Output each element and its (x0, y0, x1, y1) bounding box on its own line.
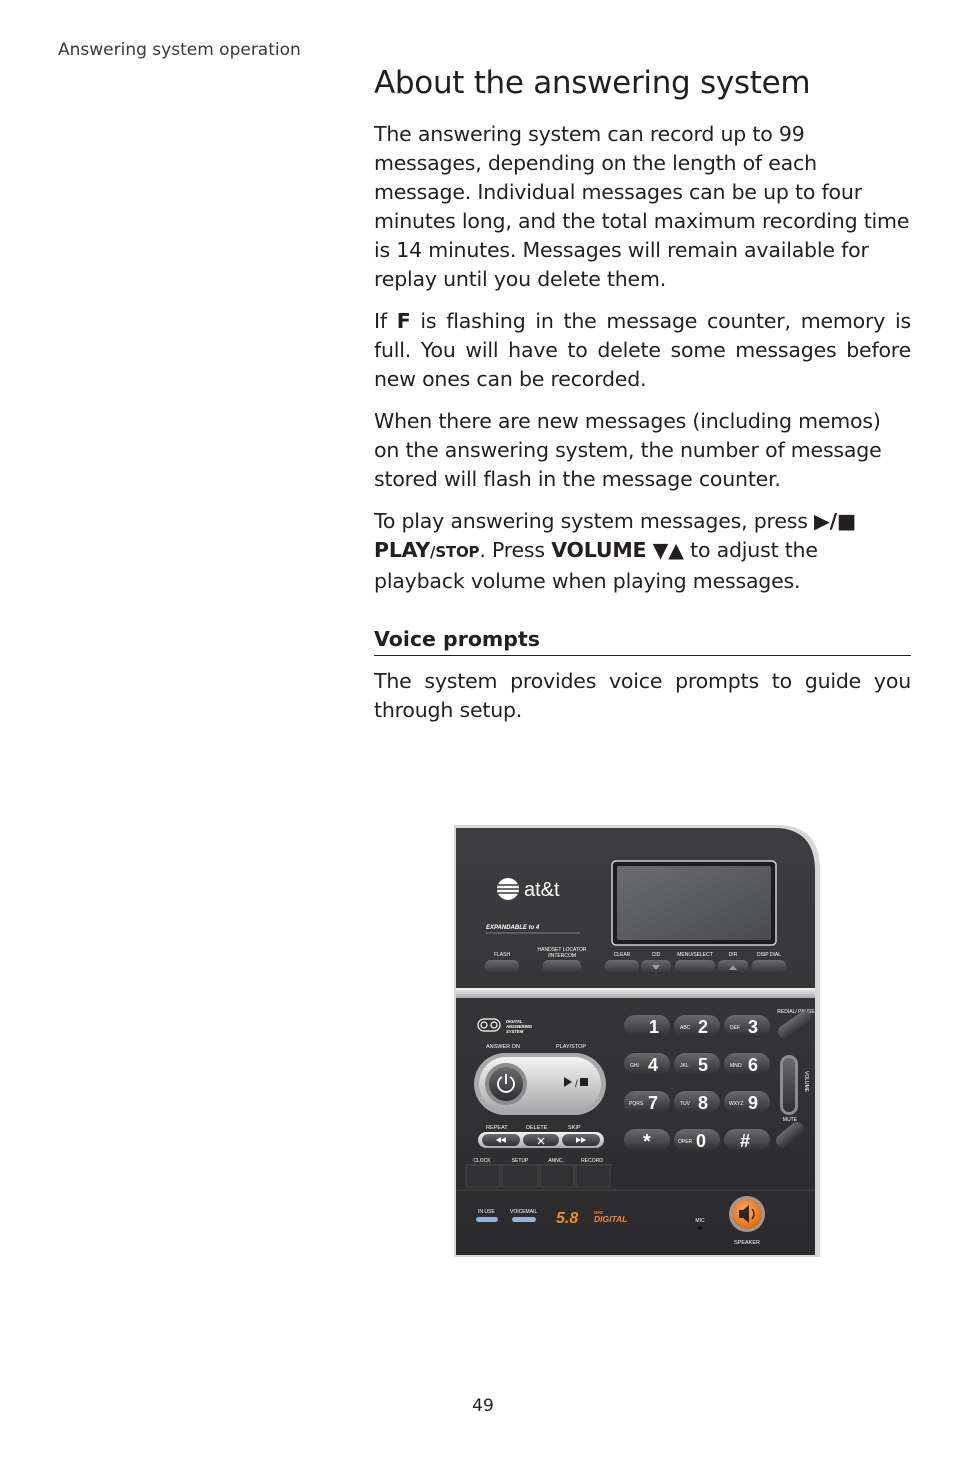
label-flash: FLASH (493, 952, 511, 958)
key-7-letters: PQRS (629, 1101, 644, 1107)
system-label: SYSTEM (506, 1029, 524, 1034)
label-redial-pause: REDIAL/ PAUSE (777, 1009, 815, 1015)
label-handset-locator: HANDSET LOCATOR (537, 947, 587, 953)
volume-rocker[interactable] (783, 1058, 795, 1112)
key-1-digit: 1 (649, 1017, 660, 1037)
label-play-stop: PLAY/STOP (556, 1044, 587, 1050)
label-repeat: REPEAT (486, 1125, 508, 1131)
label-disp-dial: DISP DIAL (756, 952, 782, 958)
page-title: About the answering system (374, 65, 811, 101)
label-in-use: IN USE (478, 1209, 495, 1215)
expandable-badge: EXPANDABLE to 4 (486, 925, 540, 931)
label-volume: VOLUME (803, 1071, 809, 1093)
key-2-letters: ABC (680, 1025, 691, 1031)
paragraph-memory-full (374, 307, 911, 394)
play-key-label: PLAY (374, 538, 431, 562)
main-content (374, 64, 911, 738)
flash-button[interactable] (485, 960, 519, 974)
memory-full-text: is flashing in the message counter, memory is full. You will have to delete some messages before new ones can be recorded. (374, 309, 911, 391)
label-answer-on: ANSWER ON (486, 1044, 520, 1050)
key-2-digit: 2 (698, 1017, 709, 1037)
label-speaker: SPEAKER (734, 1240, 760, 1246)
brand-logo: at&t (524, 879, 560, 901)
label-mute: MUTE (782, 1117, 798, 1123)
label-intercom: /INTERCOM (547, 953, 577, 959)
label-record: RECORD (581, 1158, 603, 1164)
in-use-indicator (476, 1217, 498, 1222)
key-8-letters: TUV (680, 1101, 690, 1107)
clock-button[interactable] (466, 1165, 500, 1187)
playback-intro: To play answering system messages, press (374, 509, 815, 533)
memory-full-intro: If (374, 309, 397, 333)
page-number: 49 (472, 1396, 494, 1416)
key-pound-symbol: # (740, 1131, 751, 1151)
section-heading-voice-prompts: Voice prompts (374, 626, 911, 656)
label-cid: CID (651, 952, 661, 958)
record-button[interactable] (576, 1165, 610, 1187)
key-6-digit: 6 (748, 1055, 759, 1075)
playback-press: . Press (479, 538, 552, 562)
stop-icon (580, 1078, 588, 1086)
label-menu-select: MENU/SELECT (677, 952, 713, 958)
key-9-digit: 9 (748, 1093, 759, 1113)
digital-label: DIGITAL (506, 1019, 523, 1024)
label-voicemail: VOICEMAIL (510, 1209, 538, 1215)
paragraph-playback (374, 507, 911, 596)
key-4-letters: GHI (630, 1063, 639, 1069)
playback-rest: to adjust the playback volume when playing messages. (374, 538, 818, 593)
handset-locator-button[interactable] (543, 960, 581, 974)
band-word: DIGITAL (594, 1214, 628, 1224)
menu-select-button[interactable] (675, 960, 715, 974)
label-clock: CLOCK (473, 1158, 491, 1164)
volume-arrows-icon: ▼▲ (652, 538, 684, 562)
paragraph-new-messages: When there are new messages (including memos) on the answering system, the number of message stored will flash in the message counter. (374, 409, 882, 491)
key-5-letters: JKL (680, 1063, 689, 1069)
key-5-digit: 5 (698, 1055, 709, 1075)
annc-button[interactable] (540, 1165, 574, 1187)
setup-button[interactable] (502, 1165, 538, 1187)
label-annc: ANNC. (548, 1158, 564, 1164)
label-mic: MIC (695, 1218, 705, 1224)
band-number: 5.8 (556, 1210, 579, 1227)
lcd-screen (617, 866, 771, 940)
key-3-digit: 3 (748, 1017, 759, 1037)
key-7-digit: 7 (648, 1093, 659, 1113)
label-setup: SETUP (511, 1158, 529, 1164)
label-skip: SKIP (568, 1125, 581, 1131)
base-unit-illustration (452, 825, 822, 1257)
silver-divider (456, 988, 815, 998)
paragraph-voice-prompts: The system provides voice prompts to guide you through setup. (374, 669, 911, 722)
clear-button[interactable] (605, 960, 639, 974)
running-head: Answering system operation (58, 40, 301, 60)
play-stop-icon: ▶/■ (814, 509, 857, 533)
label-dir: DIR (728, 952, 738, 958)
key-6-letters: MNO (730, 1063, 742, 1069)
label-delete: DELETE (526, 1125, 548, 1131)
key-0-letters: OPER (678, 1139, 693, 1145)
key-9-letters: WXYZ (729, 1101, 744, 1107)
paragraph-capacity: The answering system can record up to 99 messages, depending on the length of each message. Individual messages can be up to four minutes long, and the total maximum recording time is 14 minutes. Messages will remain available for replay until you delete them. (374, 122, 910, 291)
delete-button[interactable] (523, 1134, 559, 1146)
play-stop-slash: / (575, 1079, 578, 1090)
voicemail-indicator (512, 1217, 536, 1222)
band-unit: GHz (594, 1210, 603, 1215)
disp-dial-button[interactable] (752, 960, 786, 974)
memory-full-indicator: F (396, 309, 411, 333)
key-1[interactable] (624, 1015, 670, 1037)
key-3-letters: DEF (730, 1025, 740, 1031)
key-0-digit: 0 (696, 1131, 707, 1151)
key-star-symbol: * (643, 1131, 651, 1153)
label-clear: CLEAR (613, 952, 631, 958)
volume-key-label: VOLUME (551, 538, 647, 562)
answering-label: ANSWERING (506, 1024, 533, 1029)
stop-key-label: /STOP (430, 543, 480, 561)
microphone-icon (698, 1226, 702, 1230)
key-8-digit: 8 (698, 1093, 709, 1113)
key-4-digit: 4 (648, 1055, 659, 1075)
